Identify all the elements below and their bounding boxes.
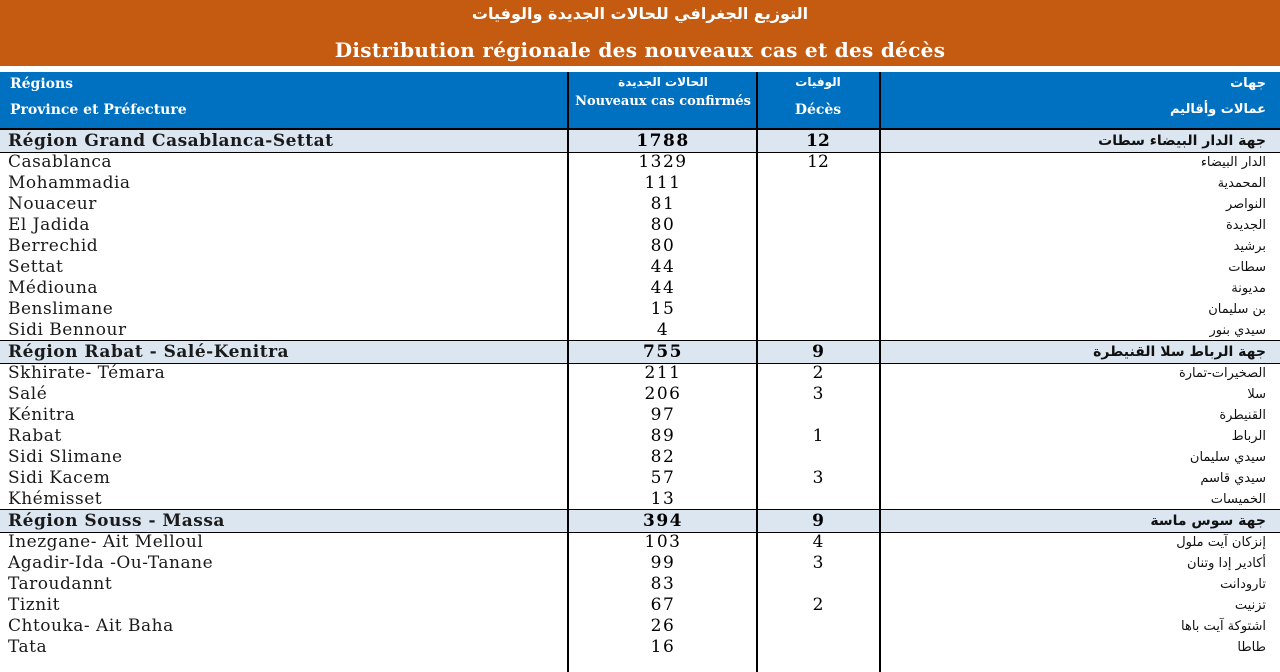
new-cases-value: 1788 (636, 131, 690, 151)
arabic-name: المحمدية (1217, 176, 1266, 191)
header-amalat: عمالات وأقاليم (1169, 102, 1266, 117)
deaths-value: 2 (812, 363, 824, 383)
table-row (0, 468, 1280, 489)
table-row (0, 194, 1280, 215)
new-cases-value: 80 (650, 236, 676, 256)
province-name: Sidi Kacem (8, 468, 111, 488)
province-name: Agadir-Ida -Ou-Tanane (8, 553, 214, 573)
column-divider (879, 72, 881, 672)
region-name: Région Rabat - Salé-Kenitra (8, 342, 290, 362)
table-row (0, 320, 1280, 341)
province-name: El Jadida (8, 215, 91, 235)
region-row-rule (0, 509, 1280, 510)
province-name: Sidi Bennour (8, 320, 127, 340)
arabic-name: طاطا (1237, 640, 1266, 655)
province-name: Skhirate- Témara (8, 363, 166, 383)
table-row (0, 426, 1280, 447)
table-row (0, 215, 1280, 236)
table-row (0, 152, 1280, 173)
deaths-value: 4 (812, 532, 824, 552)
table-row (0, 616, 1280, 637)
table-row (0, 574, 1280, 595)
arabic-name: إنزكان آيت ملول (1176, 535, 1266, 550)
table-row (0, 532, 1280, 553)
region-row (0, 510, 1280, 532)
new-cases-value: 57 (650, 468, 676, 488)
table-row (0, 173, 1280, 194)
arabic-name: القنيطرة (1219, 408, 1266, 423)
arabic-name: تارودانت (1220, 577, 1266, 592)
new-cases-value: 80 (650, 215, 676, 235)
deaths-value: 9 (812, 511, 824, 531)
province-name: Taroudannt (8, 574, 113, 594)
province-name: Benslimane (8, 299, 114, 319)
header-jihat: جهات (1230, 76, 1266, 91)
arabic-name: الرباط (1231, 429, 1266, 444)
new-cases-value: 26 (650, 616, 676, 636)
table-row (0, 553, 1280, 574)
header-bottom-rule (0, 128, 1280, 130)
new-cases-value: 13 (650, 489, 676, 509)
arabic-name: الجديدة (1225, 218, 1266, 233)
deaths-value: 12 (806, 131, 830, 151)
arabic-name: سيدي سليمان (1189, 450, 1266, 465)
title-banner (0, 0, 1280, 66)
table-row (0, 637, 1280, 658)
header-deaths-cell (758, 72, 878, 128)
table-header (0, 72, 1280, 128)
arabic-name: سيدي بنور (1209, 323, 1266, 338)
new-cases-value: 16 (650, 637, 676, 657)
deaths-value: 12 (807, 152, 829, 172)
header-cases-fr: Nouveaux cas confirmés (575, 94, 751, 109)
deaths-value: 3 (812, 468, 824, 488)
column-divider (567, 72, 569, 672)
new-cases-value: 111 (644, 173, 682, 193)
new-cases-value: 44 (650, 257, 676, 277)
new-cases-value: 15 (650, 299, 676, 319)
header-regions: Régions (10, 76, 74, 92)
arabic-name: سيدي قاسم (1200, 471, 1266, 486)
arabic-name: اشتوكة آيت باها (1181, 619, 1266, 634)
arabic-name: النواصر (1225, 197, 1266, 212)
province-name: Khémisset (8, 489, 103, 509)
table-row (0, 236, 1280, 257)
arabic-name: الدار البيضاء (1200, 155, 1266, 170)
deaths-value: 1 (812, 426, 824, 446)
province-name: Tata (8, 637, 48, 657)
header-jihat-cell (884, 72, 1266, 128)
province-name: Chtouka- Ait Baha (8, 616, 174, 636)
table-row (0, 384, 1280, 405)
new-cases-value: 44 (650, 278, 676, 298)
province-name: Inezgane- Ait Melloul (8, 532, 204, 552)
new-cases-value: 99 (650, 553, 676, 573)
new-cases-value: 1329 (638, 152, 688, 172)
header-regions-cell (10, 72, 560, 128)
province-name: Nouaceur (8, 194, 97, 214)
arabic-name: أكادير إدا وتنان (1187, 556, 1266, 571)
table-row (0, 447, 1280, 468)
deaths-value: 3 (812, 553, 824, 573)
table-row (0, 363, 1280, 384)
new-cases-value: 82 (650, 447, 676, 467)
arabic-name: سطات (1228, 260, 1266, 275)
title-french: Distribution régionale des nouveaux cas et des décès (334, 38, 946, 62)
arabic-name: برشيد (1233, 239, 1266, 254)
header-cases-ar: الحالات الجديدة (618, 75, 708, 89)
new-cases-value: 67 (650, 595, 676, 615)
region-row (0, 130, 1280, 152)
table-row (0, 595, 1280, 616)
header-deaths-fr: Décès (794, 102, 842, 118)
province-name: Tiznit (8, 595, 60, 615)
header-province: Province et Préfecture (10, 102, 187, 118)
new-cases-value: 103 (644, 532, 682, 552)
region-name: Région Souss - Massa (8, 511, 225, 531)
province-name: Médiouna (8, 278, 99, 298)
arabic-name: جهة الدار البيضاء سطات (1098, 133, 1266, 149)
table-row (0, 299, 1280, 320)
province-name: Rabat (8, 426, 62, 446)
table-row (0, 257, 1280, 278)
new-cases-value: 83 (650, 574, 676, 594)
new-cases-value: 97 (650, 405, 676, 425)
deaths-value: 9 (812, 342, 824, 362)
province-name: Settat (8, 257, 64, 277)
arabic-name: الصخيرات-تمارة (1178, 366, 1266, 381)
deaths-value: 3 (812, 384, 824, 404)
arabic-name: الخميسات (1210, 492, 1266, 507)
title-arabic: التوزيع الجغرافي للحالات الجديدة والوفيات (471, 4, 809, 23)
province-name: Salé (8, 384, 48, 404)
province-name: Mohammadia (8, 173, 131, 193)
arabic-name: جهة الرباط سلا القنيطرة (1093, 344, 1266, 360)
new-cases-value: 206 (644, 384, 682, 404)
arabic-name: بن سليمان (1208, 302, 1266, 317)
new-cases-value: 394 (643, 511, 683, 531)
new-cases-value: 89 (650, 426, 676, 446)
province-name: Kénitra (8, 405, 76, 425)
new-cases-value: 4 (656, 320, 670, 340)
arabic-name: مديونة (1231, 281, 1266, 296)
region-row (0, 341, 1280, 363)
table-row (0, 489, 1280, 510)
province-name: Sidi Slimane (8, 447, 123, 467)
header-deaths-ar: الوفيات (795, 75, 841, 89)
header-cases-cell (570, 72, 756, 128)
table-row (0, 278, 1280, 299)
table-row (0, 405, 1280, 426)
new-cases-value: 755 (643, 342, 683, 362)
arabic-name: جهة سوس ماسة (1150, 513, 1266, 529)
region-row-rule (0, 340, 1280, 341)
province-name: Berrechid (8, 236, 99, 256)
new-cases-value: 211 (644, 363, 682, 383)
arabic-name: سلا (1247, 387, 1266, 402)
province-name: Casablanca (8, 152, 113, 172)
region-name: Région Grand Casablanca-Settat (8, 131, 334, 151)
column-divider (756, 72, 758, 672)
arabic-name: تزنيت (1234, 598, 1266, 613)
deaths-value: 2 (812, 595, 824, 615)
new-cases-value: 81 (650, 194, 676, 214)
